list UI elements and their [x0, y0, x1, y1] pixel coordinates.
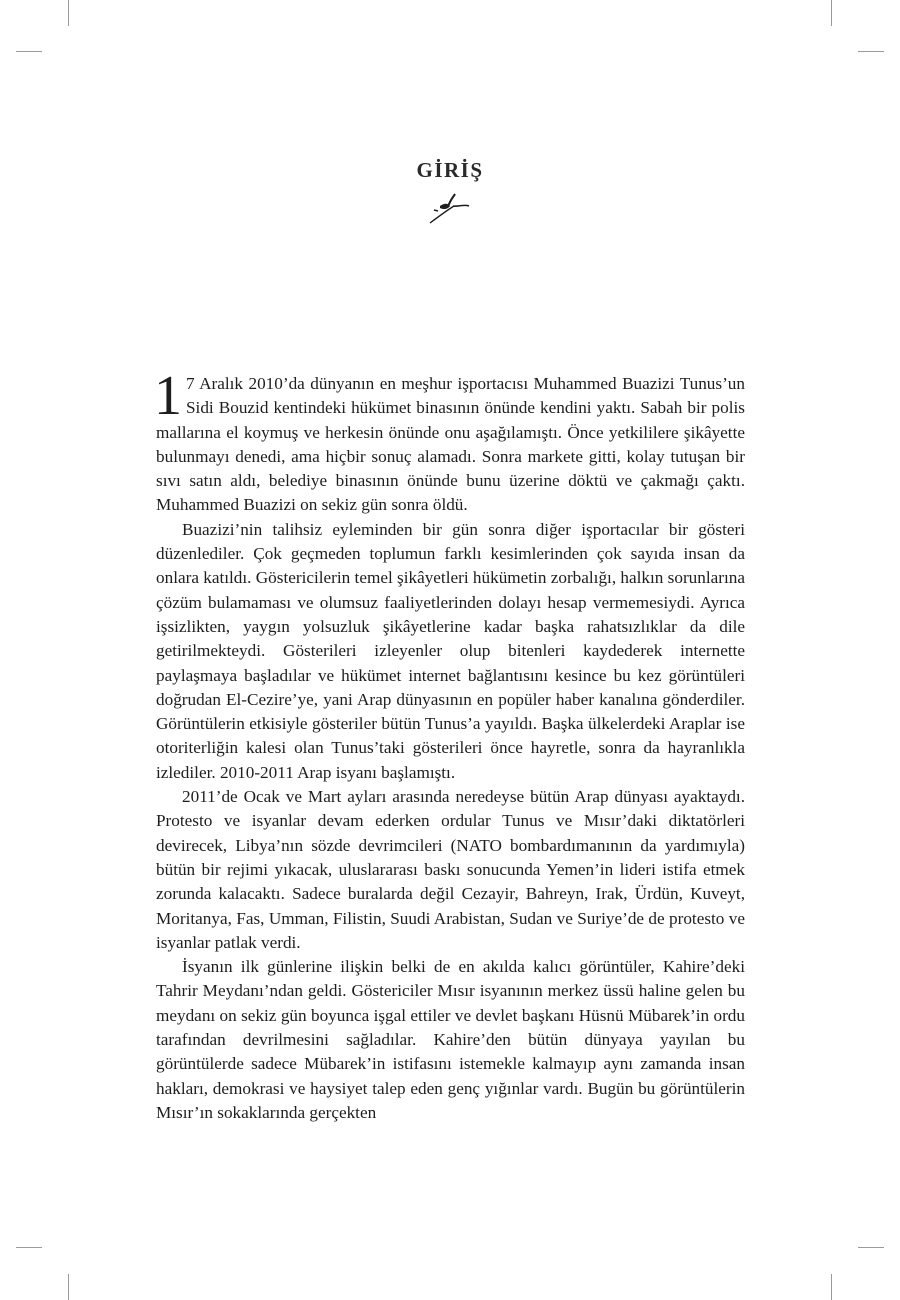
paragraph-2: Buazizi’nin talihsiz eyleminden bir gün sonra diğer işportacılar bir gösteri düzenlediler. Çok geçmeden toplumun farklı kesimlerinden çok sayıda insan da onlara katıldı. Göstericilerin temel şikâyetleri hükümetin zorbalığı, halkın sorunlarına çözüm bulamaması ve olumsuz faaliyetlerinden dolayı hesap vermemesiydi. Ayrıca işsizlikten, yaygın yolsuzluk şikâyetlerine kadar başka rahatsızlıklar da dile getirilmekteydi. Gösterileri izleyenler olup bitenleri kaydederek internette paylaşmaya başladılar ve hükümet internet bağlantısını kesince bu kez görüntüleri doğrudan El-Cezire’ye, yani Arap dünyasının en popüler haber kanalına gönderdiler. Görüntülerin etkisiyle gösteriler bütün Tunus’a yayıldı. Başka ülkelerdeki Araplar ise otoriterliğin kalesi olan Tunus’taki gösterileri önce hayretle, sonra da hayranlıkla izlediler. 2010-2011 Arap isyanı başlamıştı. [156, 519, 745, 782]
crop-mark-left-top [16, 51, 42, 52]
crop-mark-top-right [831, 0, 832, 26]
crop-mark-right-bottom [858, 1247, 884, 1248]
paragraph-3: 2011’de Ocak ve Mart ayları arasında neredeyse bütün Arap dünyası ayaktaydı. Protesto ve isyanlar devam ederken ordular Tunus ve Mısır’daki diktatörleri devirecek, Libya’nın sözde devrimcileri (NATO bombardımanının da yardımıyla) bütün bir rejimi yıkacak, uluslararası baskı sonucunda Yemen’in lideri istifa etmek zorunda kalacaktı. Sadece buralarda değil Cezayir, Bahreyn, Irak, Ürdün, Kuveyt, Moritanya, Fas, Umman, Filistin, Suudi Arabistan, Sudan ve Suriye’de de protesto ve isyanlar patlak verdi. [156, 787, 745, 952]
crop-mark-bottom-left [68, 1274, 69, 1300]
paragraph-1 [154, 365, 745, 518]
chapter-title: GİRİŞ [416, 158, 484, 183]
crop-mark-right-top [858, 51, 884, 52]
paragraph-4: İsyanın ilk günlerine ilişkin belki de en akılda kalıcı görüntüler, Kahire’deki Tahrir Meydanı’ndan geldi. Göstericiler Mısır isyanının merkez üssü haline gelen bu meydanı on sekiz gün boyunca işgal ettiler ve devlet başkanı Hüsnü Mübarek’in ordu tarafından devrilmesini sağladılar. Kahire’den bütün dünyaya yayılan bu görüntülerde sadece Mübarek’in istifasını istemekle kalmayıp aynı zamanda insan hakları, demokrasi ve haysiyet talep eden genç yığınlar vardı. Bugün bu görüntülerin Mısır’ın sokaklarında gerçekten [156, 957, 745, 1122]
crop-mark-left-bottom [16, 1247, 42, 1248]
body-text [154, 365, 745, 1125]
paragraph-1-text: 7 Aralık 2010’da dünyanın en meşhur işportacısı Muhammed Buazizi Tunus’un Sidi Bouzid kentindeki hükümet binasının önünde kendini yaktı. Sabah bir polis mallarına el koymuş ve herkesin önünde onu aşağılamıştı. Önce yetkililere şikâyette bulunmayı denedi, ama hiçbir sonuç alamadı. Sonra markete gitti, kolay tutuşan bir sıvı satın aldı, belediye binasının önünde bunu üzerine döktü ve çakmağı çaktı. Muhammed Buazizi on sekiz gün sonra öldü. [156, 374, 745, 515]
pen-flourish-ornament-icon [428, 190, 472, 226]
crop-mark-bottom-right [831, 1274, 832, 1300]
drop-cap: 1 [154, 365, 182, 427]
crop-mark-top-left [68, 0, 69, 26]
